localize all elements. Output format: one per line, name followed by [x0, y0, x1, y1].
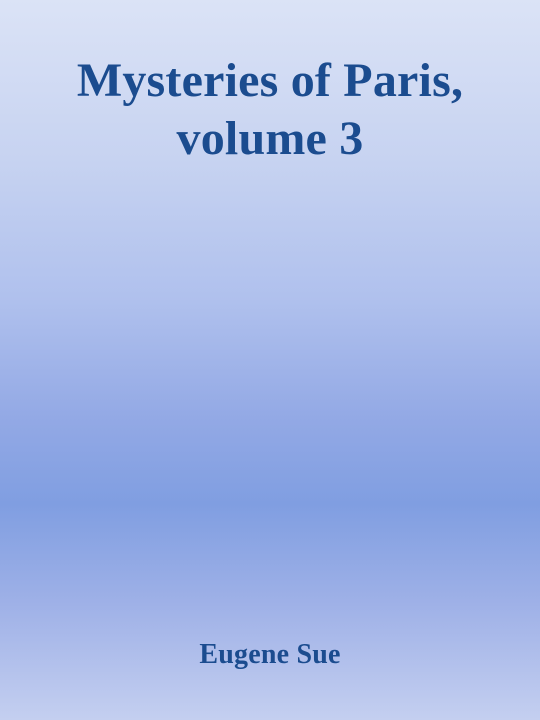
- book-title-line-1: Mysteries of Paris,: [76, 54, 464, 107]
- book-title-line-2: volume 3: [176, 112, 364, 165]
- book-title: [20, 52, 520, 168]
- book-author: Eugene Sue: [199, 639, 341, 670]
